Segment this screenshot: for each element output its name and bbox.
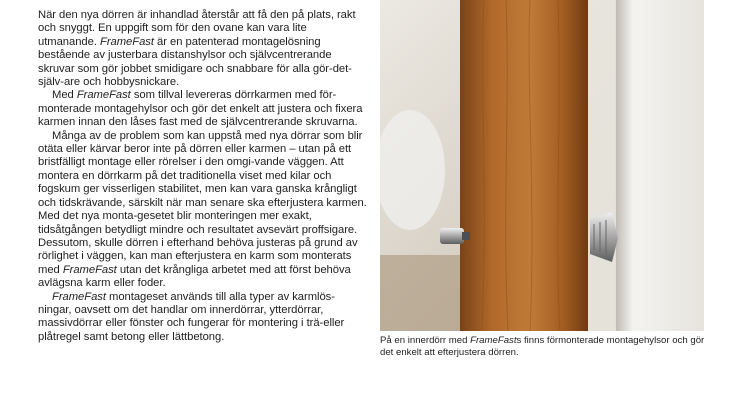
paragraph-problems: Många av de problem som kan uppstå med nya dörrar som blir otäta eller kärvar beror inte på dörren eller karmen – utan på ett bristfälligt montage eller rörelser i den omgi-vande väggen. Att montera en dörrkarm på det traditionella viset med kilar och fogskum ger visserligen stabilitet, men kan vara ganska krångligt och tidskrävande, särskilt när man senare ska efterjustera karmen. Med det nya monta-gesetet blir monteringen mer exakt, tidsåtgången betydligt mindre och resultatet avsevärt proffsigare. Dessutom, skulle dörren i efterhand behöva justeras på grund av rörlighet i väggen, kan man efterjustera en karm som monterats med FrameFast utan det krångliga arbetet med att först behöva avlägsna karm eller foder. (38, 129, 367, 290)
paragraph-intro: När den nya dörren är inhandlad återstår att få den på plats, rakt och snyggt. En uppgift som för den ovane kan vara lite utmanande. FrameFast är en patenterad montagelösning bestående av justerbara distanshylsor och självcentrerande skruvar som gör jobbet smidigare och snabbare för alla gör-det-själv-are och hobbysnickare. (38, 9, 356, 89)
photo-caption: På en innerdörr med FrameFasts finns förmonterade montagehylsor och gör det enkelt att efterjustera dörren. (380, 335, 705, 359)
light-gap (588, 0, 616, 331)
door-frame-photo (380, 0, 704, 331)
article-text (38, 9, 368, 344)
screw-head-left (440, 228, 464, 244)
wall-edge (615, 0, 704, 331)
door-frame-illustration (380, 0, 704, 331)
screw-shaft (462, 232, 470, 240)
wooden-door-frame (460, 0, 588, 331)
paragraph-usage: FrameFast montageset används till alla typer av karmlös-ningar, oavsett om det handlar om innerdörrar, ytterdörrar, massivdörrar eller fönster och fungerar för montering i trä-eller plåtregel samt betong eller lättbetong. (38, 290, 345, 343)
paragraph-option: Med FrameFast som tillval levereras dörrkarmen med för-monterade montagehylsor och gör det enkelt att justera och fixera karmen innan den låses fast med de självcentrerande skruvarna. (38, 89, 363, 129)
